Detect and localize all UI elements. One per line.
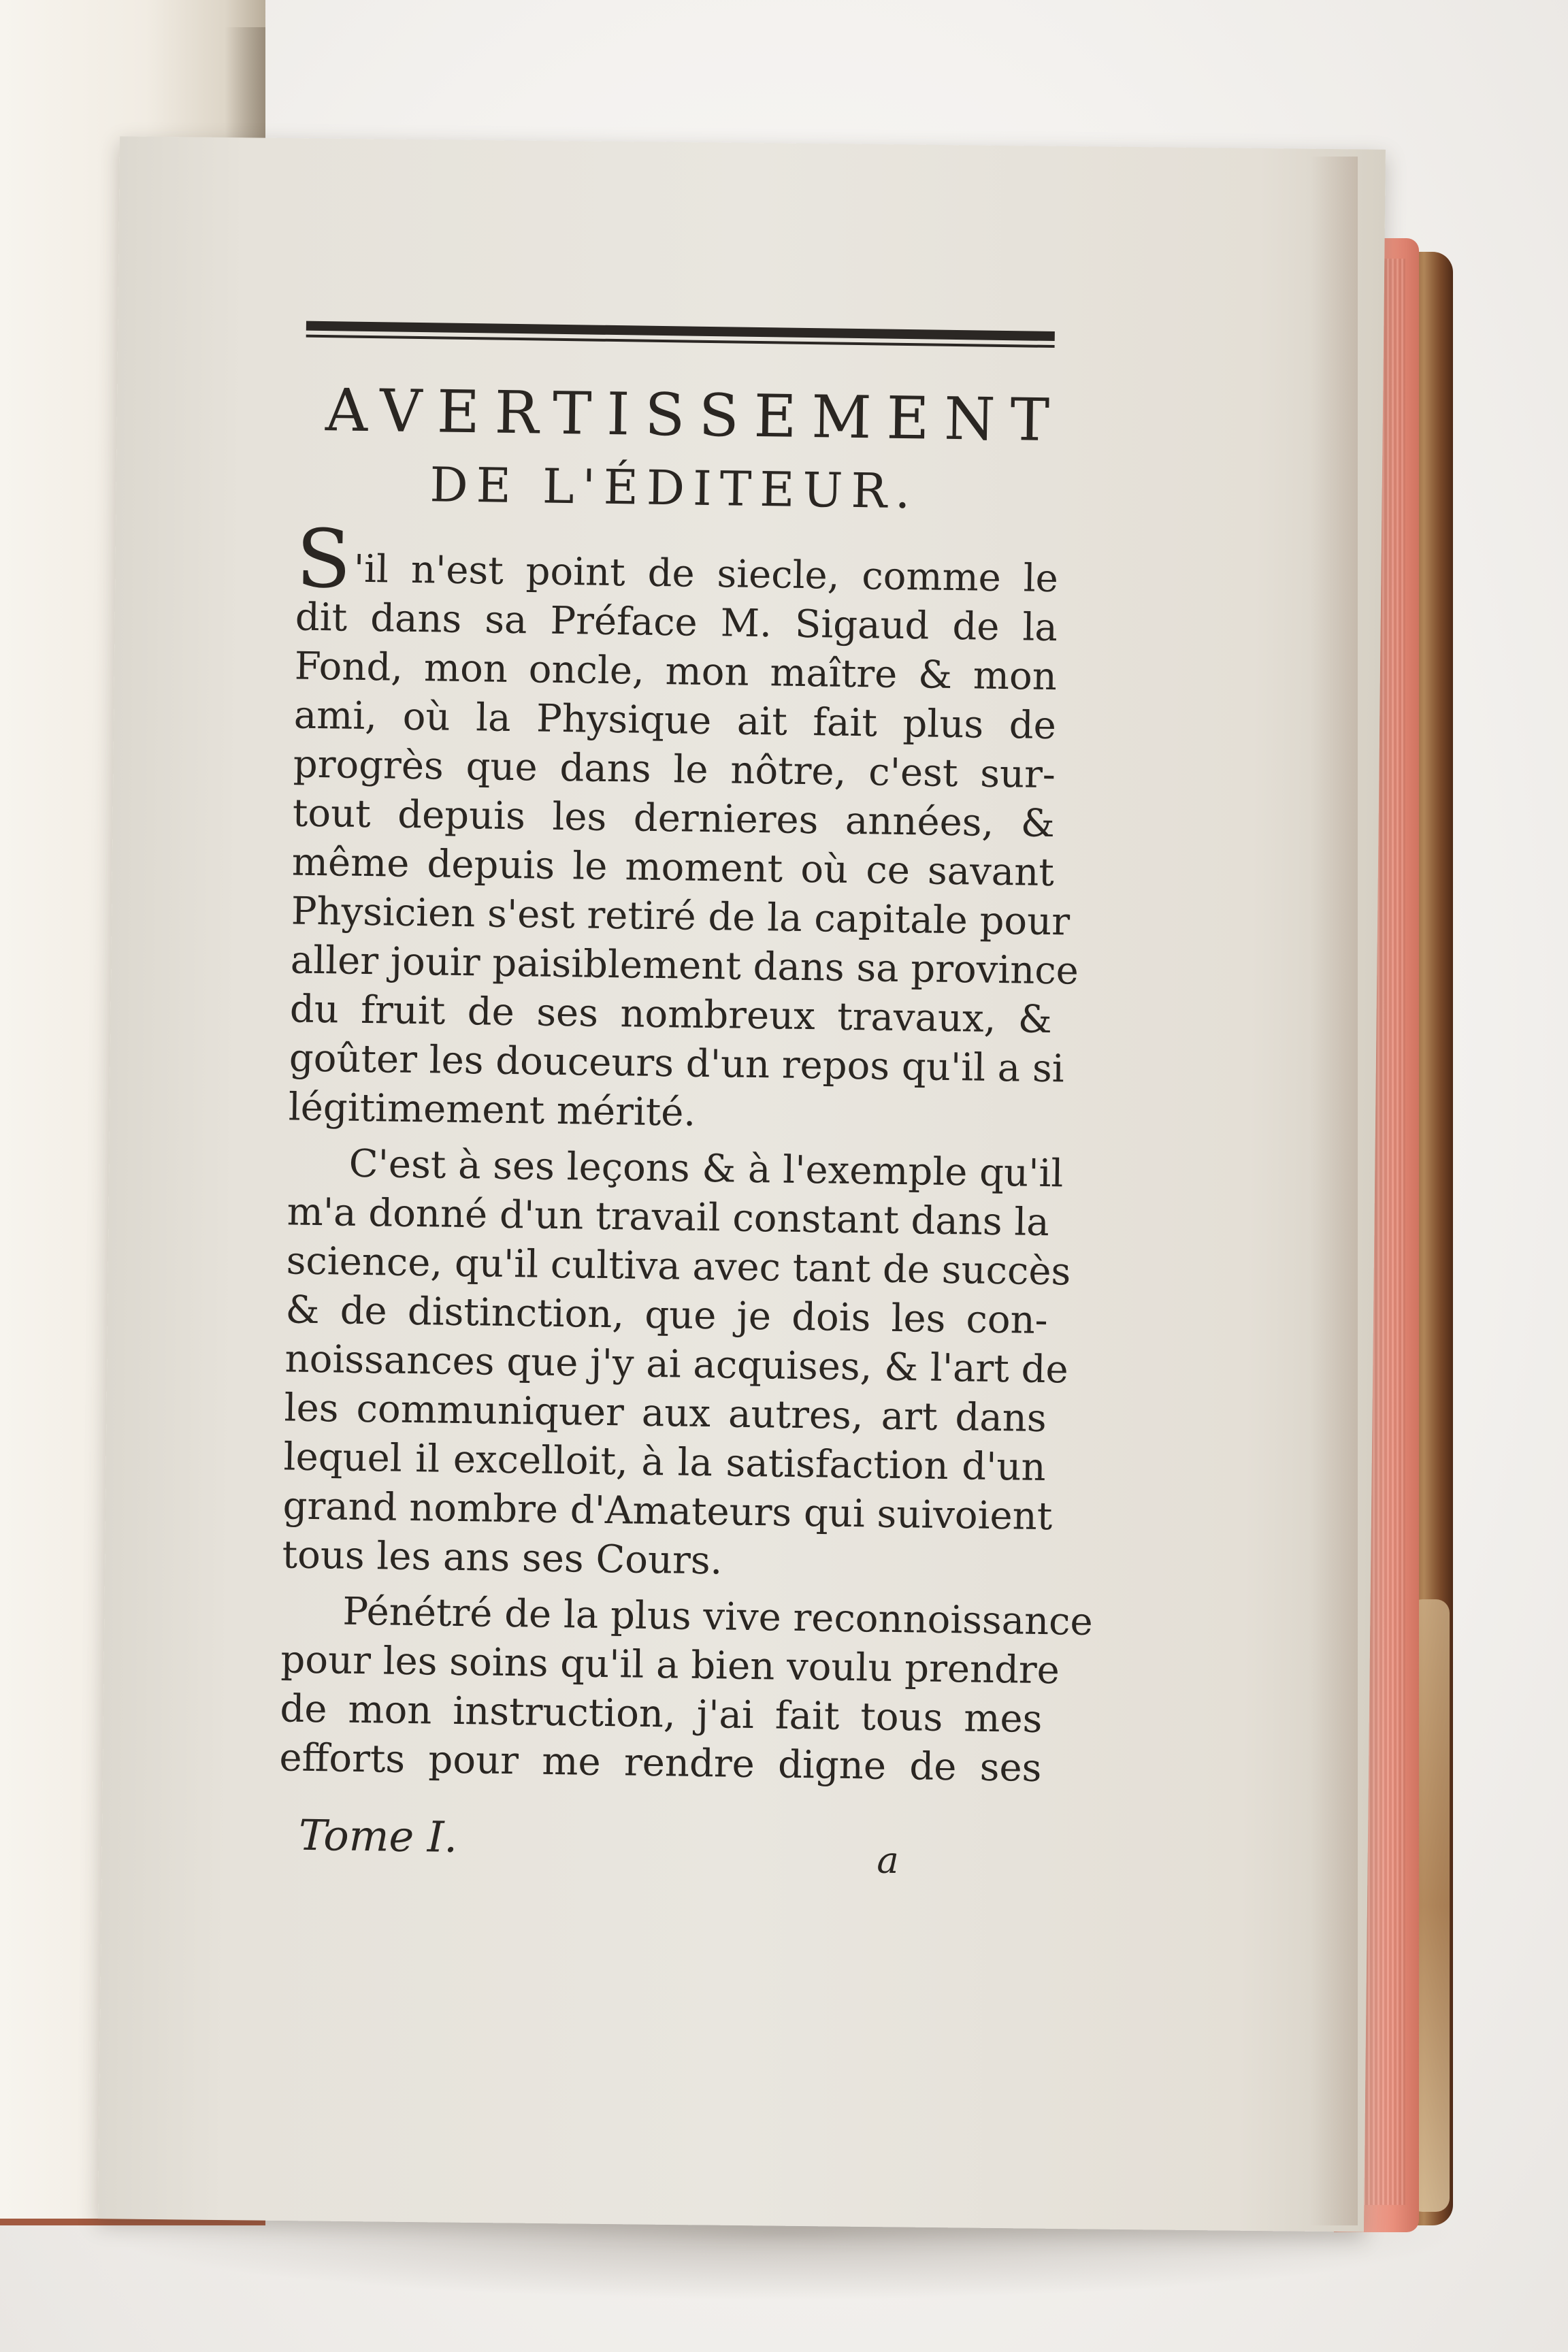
signature-mark: a (877, 1838, 900, 1882)
text-line: C'est à ses leçons & à l'exemple qu'il (348, 1141, 1064, 1196)
text-line: tout depuis les dernieres années, & (292, 791, 1056, 846)
text-line: du fruit de ses nombreux travaux, & (289, 987, 1053, 1042)
paragraph-1 (288, 511, 1079, 1143)
text-line: & de distinction, que je dois les con- (285, 1287, 1049, 1343)
text-line: Fond, mon oncle, mon maître & mon (294, 644, 1058, 699)
page-title: AVERTISSEMENT (325, 376, 1065, 455)
text-line: aller jouir paisiblement dans sa province (290, 938, 1079, 994)
text-line: ami, où la Physique ait fait plus de (293, 693, 1057, 748)
text-line: lequel il excelloit, à la satisfaction d'un (283, 1434, 1047, 1490)
text-line: même depuis le moment où ce savant (291, 840, 1055, 895)
text-line: m'a donné d'un travail constant dans la (287, 1190, 1050, 1245)
page-edge-shadow (1310, 157, 1358, 2225)
page-content (203, 320, 1094, 1882)
text-line: Pénétré de la plus vive reconnoissance (342, 1589, 1094, 1644)
volume-label: Tome I. (298, 1810, 458, 1862)
text-line: pour les soins qu'il a bien voulu prendre (280, 1637, 1060, 1693)
paragraph-2 (282, 1139, 1071, 1590)
text-line: science, qu'il cultiva avec tant de succès (286, 1238, 1071, 1294)
page-footer (298, 1810, 925, 1880)
text-line: les communiquer aux autres, art dans (284, 1385, 1047, 1441)
page-subtitle: DE L'ÉDITEUR. (429, 456, 919, 519)
paragraph-3 (279, 1586, 1094, 1793)
text-line: tous les ans ses Cours. (282, 1532, 723, 1583)
text-line: progrès que dans le nôtre, c'est sur- (293, 742, 1056, 797)
text-line: dit dans sa Préface M. Sigaud de la (295, 595, 1058, 650)
text-line: efforts pour me rendre digne de ses (279, 1735, 1042, 1791)
text-line: de mon instruction, j'ai fait tous mes (280, 1686, 1043, 1742)
text-line: légitimement mérité. (288, 1085, 696, 1135)
text-line: goûter les douceurs d'un repos qu'il a si (289, 1036, 1065, 1091)
text-line (295, 511, 1059, 606)
text-line: noissances que j'y ai acquises, & l'art de (284, 1336, 1069, 1392)
text-line: Physicien s'est retiré de la capitale pour (291, 889, 1071, 945)
text-line-content: 'il n'est point de siecle, comme le (353, 546, 1059, 601)
text-line: grand nombre d'Amateurs qui suivoient (282, 1483, 1053, 1539)
drop-cap: S (295, 511, 352, 606)
